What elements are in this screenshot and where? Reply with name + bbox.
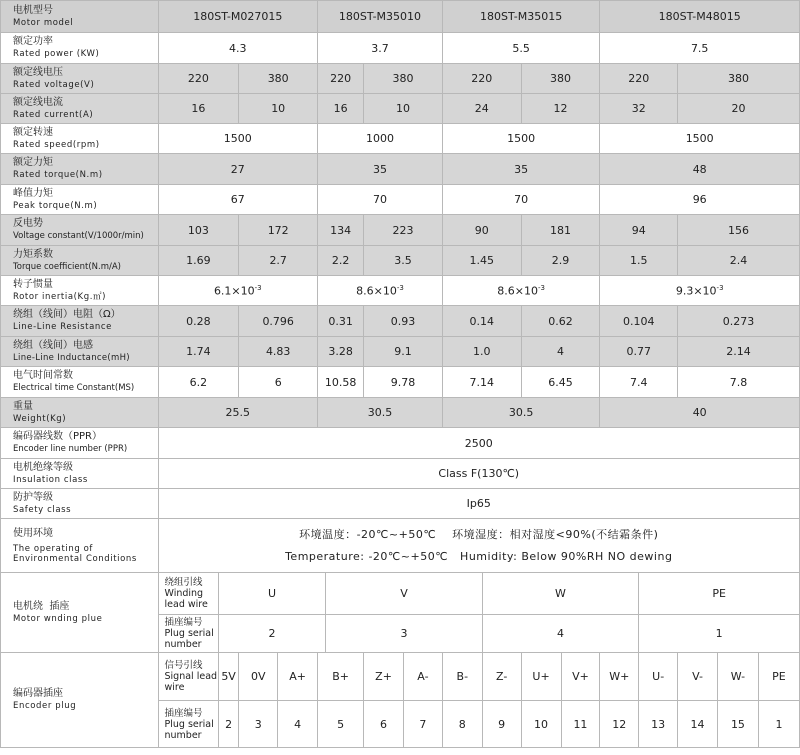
cell: 0.77 bbox=[600, 337, 678, 367]
cell: Ip65 bbox=[158, 489, 799, 519]
cell: 223 bbox=[364, 215, 443, 246]
row-label: 使用环境 The operating of Environmental Conditions bbox=[1, 519, 159, 573]
cell: 2.2 bbox=[318, 246, 364, 276]
cell: 10 bbox=[521, 701, 561, 748]
table-row bbox=[1, 185, 800, 215]
cell: 4 bbox=[521, 337, 600, 367]
cell: 220 bbox=[318, 64, 364, 94]
row-label: 电机绝缘等级 Insulation class bbox=[1, 459, 159, 489]
model-name: 180ST-M48015 bbox=[600, 1, 800, 33]
row-label: 绕组（线间）电感 Line-Line Inductance(mH) bbox=[1, 337, 159, 367]
cell: 181 bbox=[521, 215, 600, 246]
table-row bbox=[1, 64, 800, 94]
cell: 3 bbox=[239, 701, 278, 748]
model-name: 180ST-M35015 bbox=[442, 1, 600, 33]
cell: 1000 bbox=[318, 124, 443, 154]
cell: A- bbox=[403, 653, 442, 701]
cell: 5V bbox=[218, 653, 238, 701]
environment-cell bbox=[158, 519, 799, 573]
cell: 1 bbox=[639, 615, 800, 653]
cell: 70 bbox=[318, 185, 443, 215]
cell: 380 bbox=[364, 64, 443, 94]
cell: $8.6\times 10^{-3}$ bbox=[318, 276, 443, 306]
cell: 1.5 bbox=[600, 246, 678, 276]
motor-plug-label: 电机绕 插座 Motor wnding plue bbox=[1, 573, 159, 653]
row-label: 电气时间常数 Electrical time Constant(MS) bbox=[1, 367, 159, 398]
cell: 1.0 bbox=[442, 337, 521, 367]
table-row bbox=[1, 124, 800, 154]
cell: 0.796 bbox=[239, 306, 318, 337]
plug-serial-label: 插座编号 Plug serial number bbox=[158, 615, 218, 653]
row-label: 额定功率 Rated power (KW) bbox=[1, 33, 159, 64]
cell: 9.1 bbox=[364, 337, 443, 367]
cell: $8.6\times 10^{-3}$ bbox=[442, 276, 600, 306]
cell: 90 bbox=[442, 215, 521, 246]
cell: 10.58 bbox=[318, 367, 364, 398]
cell: 32 bbox=[600, 94, 678, 124]
cell: 7.4 bbox=[600, 367, 678, 398]
cell: 9 bbox=[482, 701, 521, 748]
cell: V- bbox=[678, 653, 718, 701]
cell: 24 bbox=[442, 94, 521, 124]
cell: 0.273 bbox=[678, 306, 800, 337]
cell: 4 bbox=[482, 615, 638, 653]
cell: 2.7 bbox=[239, 246, 318, 276]
cell: 7 bbox=[403, 701, 442, 748]
cell: 16 bbox=[158, 94, 239, 124]
table-row bbox=[1, 367, 800, 398]
table-row bbox=[1, 276, 800, 306]
cell: W+ bbox=[600, 653, 639, 701]
cell: 10 bbox=[239, 94, 318, 124]
signal-lead-label: 信号引线 Signal lead wire bbox=[158, 653, 218, 701]
table-row bbox=[1, 459, 800, 489]
cell: 35 bbox=[318, 154, 443, 185]
cell: U+ bbox=[521, 653, 561, 701]
cell: 3.28 bbox=[318, 337, 364, 367]
cell: 6.2 bbox=[158, 367, 239, 398]
cell: 2500 bbox=[158, 428, 799, 459]
model-name: 180ST-M35010 bbox=[318, 1, 443, 33]
encoder-plug-signal-row bbox=[1, 653, 800, 701]
table-row bbox=[1, 246, 800, 276]
cell: 1.74 bbox=[158, 337, 239, 367]
cell: $6.1\times 10^{-3}$ bbox=[158, 276, 318, 306]
cell: 380 bbox=[239, 64, 318, 94]
cell: 3 bbox=[326, 615, 483, 653]
cell: 25.5 bbox=[158, 398, 318, 428]
cell: 8 bbox=[442, 701, 482, 748]
cell: V bbox=[326, 573, 483, 615]
table-row bbox=[1, 398, 800, 428]
cell: 172 bbox=[239, 215, 318, 246]
row-label: 力矩系数 Torque coefficient(N.m/A) bbox=[1, 246, 159, 276]
lead-wire-label: 绕组引线 Winding lead wire bbox=[158, 573, 218, 615]
cell: Z+ bbox=[364, 653, 404, 701]
row-label: 额定线电流 Rated current(A) bbox=[1, 94, 159, 124]
cell: 1500 bbox=[158, 124, 318, 154]
table-row bbox=[1, 94, 800, 124]
row-label: 峰值力矩 Peak torque(N.m) bbox=[1, 185, 159, 215]
cell: 14 bbox=[678, 701, 718, 748]
cell: PE bbox=[639, 573, 800, 615]
cell: U- bbox=[639, 653, 678, 701]
cell: 2 bbox=[218, 701, 238, 748]
cell: 35 bbox=[442, 154, 600, 185]
cell: 4 bbox=[278, 701, 318, 748]
cell: 5.5 bbox=[442, 33, 600, 64]
environment-en: Temperature: -20℃~+50℃ Humidity: Below 90%RH NO dewing bbox=[285, 549, 673, 563]
cell: 7.14 bbox=[442, 367, 521, 398]
table-row bbox=[1, 519, 800, 573]
cell: 13 bbox=[639, 701, 678, 748]
row-label: 额定力矩 Rated torque(N.m) bbox=[1, 154, 159, 185]
cell: 0.28 bbox=[158, 306, 239, 337]
row-label: 额定转速 Rated speed(rpm) bbox=[1, 124, 159, 154]
cell: 11 bbox=[561, 701, 600, 748]
cell: 1500 bbox=[600, 124, 800, 154]
cell: $9.3\times 10^{-3}$ bbox=[600, 276, 800, 306]
cell: 20 bbox=[678, 94, 800, 124]
cell: V+ bbox=[561, 653, 600, 701]
table-row bbox=[1, 489, 800, 519]
cell: 0.62 bbox=[521, 306, 600, 337]
row-label: 反电势 Voltage constant(V/1000r/min) bbox=[1, 215, 159, 246]
cell: U bbox=[218, 573, 325, 615]
cell: 134 bbox=[318, 215, 364, 246]
cell: 6 bbox=[239, 367, 318, 398]
cell: 380 bbox=[521, 64, 600, 94]
cell: Class F(130℃) bbox=[158, 459, 799, 489]
cell: 0V bbox=[239, 653, 278, 701]
cell: 30.5 bbox=[442, 398, 600, 428]
cell: 0.14 bbox=[442, 306, 521, 337]
cell: 67 bbox=[158, 185, 318, 215]
header-row bbox=[1, 1, 800, 33]
cell: A+ bbox=[278, 653, 318, 701]
cell: 5 bbox=[318, 701, 364, 748]
cell: W bbox=[482, 573, 638, 615]
row-label: 转子惯量 Rotor inertia(Kg.㎡) bbox=[1, 276, 159, 306]
cell: 220 bbox=[442, 64, 521, 94]
cell: 6 bbox=[364, 701, 404, 748]
model-label: 电机型号 Motor model bbox=[1, 1, 159, 33]
cell: 94 bbox=[600, 215, 678, 246]
cell: 3.5 bbox=[364, 246, 443, 276]
encoder-plug-label: 编码器插座 Encoder plug bbox=[1, 653, 159, 748]
cell: 0.104 bbox=[600, 306, 678, 337]
cell: 9.78 bbox=[364, 367, 443, 398]
cell: 15 bbox=[717, 701, 758, 748]
cell: 2.14 bbox=[678, 337, 800, 367]
plug-serial-label: 插座编号 Plug serial number bbox=[158, 701, 218, 748]
cell: 220 bbox=[158, 64, 239, 94]
cell: 156 bbox=[678, 215, 800, 246]
cell: Z- bbox=[482, 653, 521, 701]
table-row bbox=[1, 154, 800, 185]
cell: 7.5 bbox=[600, 33, 800, 64]
row-label: 编码器线数（PPR） Encoder line number (PPR) bbox=[1, 428, 159, 459]
row-label: 额定线电压 Rated voltage(V) bbox=[1, 64, 159, 94]
row-label: 绕组（线间）电阻（Ω） Line-Line Resistance bbox=[1, 306, 159, 337]
cell: 12 bbox=[600, 701, 639, 748]
cell: 7.8 bbox=[678, 367, 800, 398]
row-label: 重量 Weight(Kg) bbox=[1, 398, 159, 428]
cell: PE bbox=[758, 653, 799, 701]
cell: B+ bbox=[318, 653, 364, 701]
cell: 103 bbox=[158, 215, 239, 246]
cell: 1 bbox=[758, 701, 799, 748]
table-row bbox=[1, 306, 800, 337]
cell: 1.69 bbox=[158, 246, 239, 276]
cell: 1500 bbox=[442, 124, 600, 154]
cell: 2.9 bbox=[521, 246, 600, 276]
table-row bbox=[1, 215, 800, 246]
cell: 96 bbox=[600, 185, 800, 215]
cell: 70 bbox=[442, 185, 600, 215]
cell: 12 bbox=[521, 94, 600, 124]
cell: 0.31 bbox=[318, 306, 364, 337]
table-row bbox=[1, 428, 800, 459]
cell: 3.7 bbox=[318, 33, 443, 64]
table-row bbox=[1, 337, 800, 367]
cell: 6.45 bbox=[521, 367, 600, 398]
cell: 30.5 bbox=[318, 398, 443, 428]
cell: 1.45 bbox=[442, 246, 521, 276]
cell: 380 bbox=[678, 64, 800, 94]
cell: W- bbox=[717, 653, 758, 701]
motor-plug-lead-row bbox=[1, 573, 800, 615]
cell: 2.4 bbox=[678, 246, 800, 276]
row-label: 防护等级 Safety class bbox=[1, 489, 159, 519]
cell: 0.93 bbox=[364, 306, 443, 337]
cell: 10 bbox=[364, 94, 443, 124]
model-name: 180ST-M027015 bbox=[158, 1, 318, 33]
environment-zh: 环境温度：-20℃~+50℃ 环境湿度：相对湿度<90%(不结霜条件) bbox=[299, 527, 659, 541]
cell: B- bbox=[442, 653, 482, 701]
cell: 27 bbox=[158, 154, 318, 185]
cell: 4.83 bbox=[239, 337, 318, 367]
cell: 16 bbox=[318, 94, 364, 124]
cell: 40 bbox=[600, 398, 800, 428]
cell: 4.3 bbox=[158, 33, 318, 64]
table-row bbox=[1, 33, 800, 64]
cell: 2 bbox=[218, 615, 325, 653]
cell: 48 bbox=[600, 154, 800, 185]
cell: 220 bbox=[600, 64, 678, 94]
